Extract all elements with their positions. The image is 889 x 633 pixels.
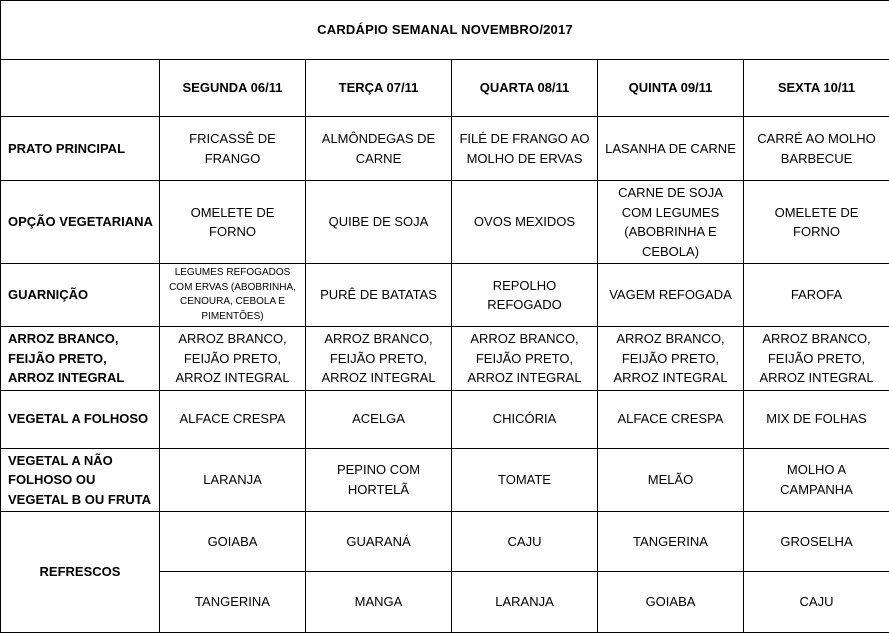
row-refrescos-1 [1, 512, 889, 572]
menu-cell: ALMÔNDEGAS DE CARNE [306, 117, 452, 181]
menu-cell: ARROZ BRANCO, FEIJÃO PRETO, ARROZ INTEGRAL [452, 327, 598, 391]
menu-cell: ARROZ BRANCO, FEIJÃO PRETO, ARROZ INTEGRAL [598, 327, 744, 391]
menu-cell: PURÊ DE BATATAS [306, 264, 452, 327]
menu-cell: LEGUMES REFOGADOS COM ERVAS (ABOBRINHA, CENOURA, CEBOLA E PIMENTÕES) [160, 264, 306, 327]
title-row [1, 1, 889, 60]
day-header-segunda: SEGUNDA 06/11 [160, 60, 306, 117]
menu-cell: TOMATE [452, 448, 598, 512]
menu-cell: LARANJA [160, 448, 306, 512]
menu-cell: GUARANÁ [306, 512, 452, 572]
menu-cell: ARROZ BRANCO, FEIJÃO PRETO, ARROZ INTEGRAL [306, 327, 452, 391]
menu-cell: FILÉ DE FRANGO AO MOLHO DE ERVAS [452, 117, 598, 181]
menu-cell: GROSELHA [744, 512, 889, 572]
row-opcao-vegetariana [1, 181, 889, 264]
menu-cell: MANGA [306, 572, 452, 633]
row-label-guarnicao: GUARNIÇÃO [1, 264, 160, 327]
menu-cell: ARROZ BRANCO, FEIJÃO PRETO, ARROZ INTEGRAL [744, 327, 889, 391]
menu-cell: LASANHA DE CARNE [598, 117, 744, 181]
menu-cell: LARANJA [452, 572, 598, 633]
menu-cell: OMELETE DE FORNO [160, 181, 306, 264]
day-header-quarta: QUARTA 08/11 [452, 60, 598, 117]
menu-cell: ALFACE CRESPA [160, 390, 306, 448]
row-label-refrescos: REFRESCOS [1, 512, 160, 633]
menu-cell: CHICÓRIA [452, 390, 598, 448]
row-prato-principal [1, 117, 889, 181]
menu-cell: CARRÉ AO MOLHO BARBECUE [744, 117, 889, 181]
day-header-terca: TERÇA 07/11 [306, 60, 452, 117]
menu-cell: CARNE DE SOJA COM LEGUMES (ABOBRINHA E CEBOLA) [598, 181, 744, 264]
menu-cell: VAGEM REFOGADA [598, 264, 744, 327]
menu-cell: ALFACE CRESPA [598, 390, 744, 448]
menu-cell: GOIABA [598, 572, 744, 633]
row-arroz-feijao [1, 327, 889, 391]
menu-cell: ACELGA [306, 390, 452, 448]
menu-cell: QUIBE DE SOJA [306, 181, 452, 264]
row-label-vegetal-folhoso: VEGETAL A FOLHOSO [1, 390, 160, 448]
menu-cell: GOIABA [160, 512, 306, 572]
day-header-sexta: SEXTA 10/11 [744, 60, 889, 117]
menu-cell: ARROZ BRANCO, FEIJÃO PRETO, ARROZ INTEGRAL [160, 327, 306, 391]
corner-cell [1, 60, 160, 117]
menu-cell: MOLHO A CAMPANHA [744, 448, 889, 512]
row-label-arroz-feijao: ARROZ BRANCO, FEIJÃO PRETO, ARROZ INTEGRAL [1, 327, 160, 391]
menu-cell: OVOS MEXIDOS [452, 181, 598, 264]
menu-cell: CAJU [744, 572, 889, 633]
page-title: CARDÁPIO SEMANAL NOVEMBRO/2017 [1, 1, 889, 60]
menu-cell: OMELETE DE FORNO [744, 181, 889, 264]
menu-cell: MELÃO [598, 448, 744, 512]
menu-cell: REPOLHO REFOGADO [452, 264, 598, 327]
row-vegetal-folhoso [1, 390, 889, 448]
day-header-row [1, 60, 889, 117]
day-header-quinta: QUINTA 09/11 [598, 60, 744, 117]
menu-cell: CAJU [452, 512, 598, 572]
row-label-opcao-vegetariana: OPÇÃO VEGETARIANA [1, 181, 160, 264]
menu-cell: FAROFA [744, 264, 889, 327]
row-guarnicao [1, 264, 889, 327]
menu-cell: MIX DE FOLHAS [744, 390, 889, 448]
menu-cell: FRICASSÊ DE FRANGO [160, 117, 306, 181]
menu-cell: TANGERINA [160, 572, 306, 633]
row-vegetal-nao-folhoso [1, 448, 889, 512]
row-label-prato-principal: PRATO PRINCIPAL [1, 117, 160, 181]
menu-cell: TANGERINA [598, 512, 744, 572]
row-label-vegetal-nao-folhoso: VEGETAL A NÃO FOLHOSO OU VEGETAL B OU FRUTA [1, 448, 160, 512]
menu-cell: PEPINO COM HORTELÃ [306, 448, 452, 512]
